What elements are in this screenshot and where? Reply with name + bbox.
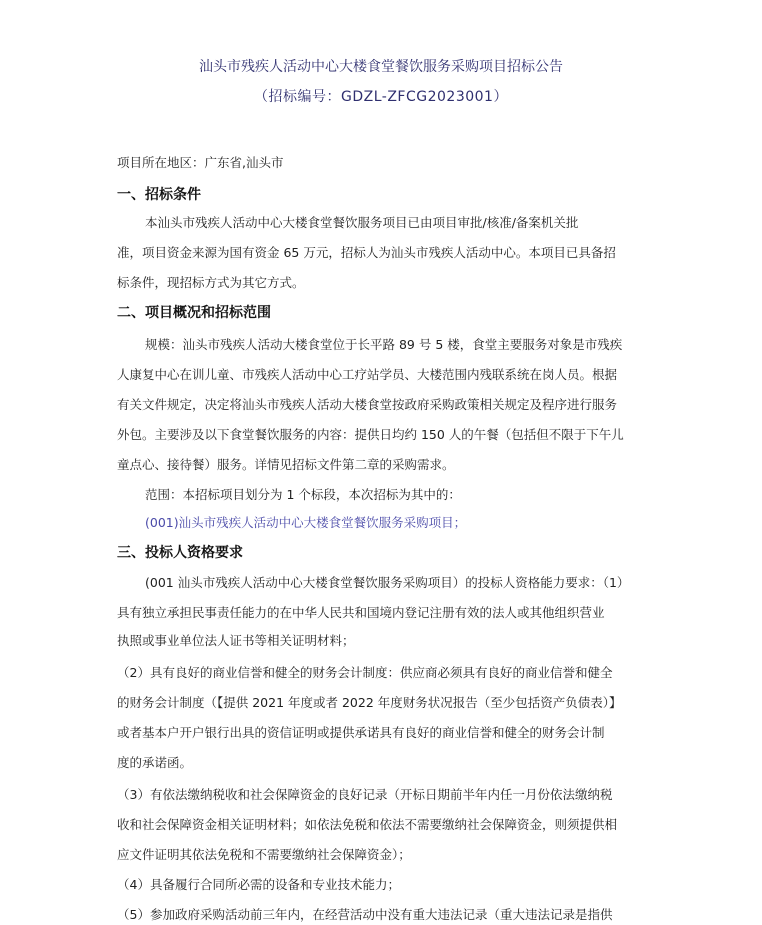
section-2-line-4: 外包。主要涉及以下食堂餐饮服务的内容：提供日均约 150 人的午餐（包括但不限于下午儿 bbox=[117, 427, 624, 442]
section-3-line-2: 具有独立承担民事责任能力的在中华人民共和国境内登记注册有效的法人或其他组织营业 bbox=[117, 605, 605, 620]
section-1-line-3: 标条件，现招标方式为其它方式。 bbox=[117, 275, 305, 290]
section-2-line-1: 规模：汕头市残疾人活动大楼食堂位于长平路 89 号 5 楼，食堂主要服务对象是市残疾 bbox=[145, 337, 623, 352]
section-3-line-8: （3）有依法缴纳税收和社会保障资金的良好记录（开标日期前半年内任一月份依法缴纳税 bbox=[117, 787, 613, 802]
section-3-line-6: 或者基本户开户银行出具的资信证明或提供承诺具有良好的商业信誉和健全的财务会计制 bbox=[117, 725, 605, 740]
section-1-line-1: 本汕头市残疾人活动中心大楼食堂餐饮服务项目已由项目审批/核准/备案机关批 bbox=[145, 215, 579, 230]
section-3-line-4: （2）具有良好的商业信誉和健全的财务会计制度：供应商必须具有良好的商业信誉和健全 bbox=[117, 665, 613, 680]
section-1-heading: 一、招标条件 bbox=[117, 187, 201, 203]
section-1-line-2: 准，项目资金来源为国有资金 65 万元，招标人为汕头市残疾人活动中心。本项目已具备招 bbox=[117, 245, 616, 260]
section-3-heading: 三、投标人资格要求 bbox=[117, 545, 243, 561]
section-3-line-12: （5）参加政府采购活动前三年内，在经营活动中没有重大违法记录（重大违法记录是指供 bbox=[117, 907, 613, 922]
section-3-line-9: 收和社会保障资金相关证明材料；如依法免税和依法不需要缴纳社会保障资金，则须提供相 bbox=[117, 817, 618, 832]
document-title: 汕头市残疾人活动中心大楼食堂餐饮服务采购项目招标公告 bbox=[199, 59, 563, 75]
section-2-scope: 范围：本招标项目划分为 1 个标段，本次招标为其中的： bbox=[145, 487, 461, 502]
section-2-heading: 二、项目概况和招标范围 bbox=[117, 305, 271, 321]
section-3-line-1: (001 汕头市残疾人活动中心大楼食堂餐饮服务采购项目）的投标人资格能力要求：（1） bbox=[145, 575, 630, 590]
section-3-line-7: 度的承诺函。 bbox=[117, 755, 193, 770]
section-2-line-3: 有关文件规定，决定将汕头市残疾人活动大楼食堂按政府采购政策相关规定及程序进行服务 bbox=[117, 397, 618, 412]
section-3-line-11: （4）具备履行合同所必需的设备和专业技术能力； bbox=[117, 877, 400, 892]
project-region: 项目所在地区：广东省,汕头市 bbox=[117, 155, 284, 170]
section-2-lot: (001)汕头市残疾人活动中心大楼食堂餐饮服务采购项目； bbox=[145, 515, 467, 530]
tender-code: （招标编号：GDZL-ZFCG2023001） bbox=[254, 89, 508, 105]
section-3-line-3: 执照或事业单位法人证书等相关证明材料； bbox=[117, 633, 355, 648]
section-2-line-5: 童点心、接待餐）服务。详情见招标文件第二章的采购需求。 bbox=[117, 457, 455, 472]
section-2-line-2: 人康复中心在训儿童、市残疾人活动中心工疗站学员、大楼范围内残联系统在岗人员。根据 bbox=[117, 367, 618, 382]
section-3-line-10: 应文件证明其依法免税和不需要缴纳社会保障资金）； bbox=[117, 847, 411, 862]
section-3-line-5: 的财务会计制度（【提供 2021 年度或者 2022 年度财务状况报告（至少包括资产负债表）】 bbox=[117, 695, 622, 710]
